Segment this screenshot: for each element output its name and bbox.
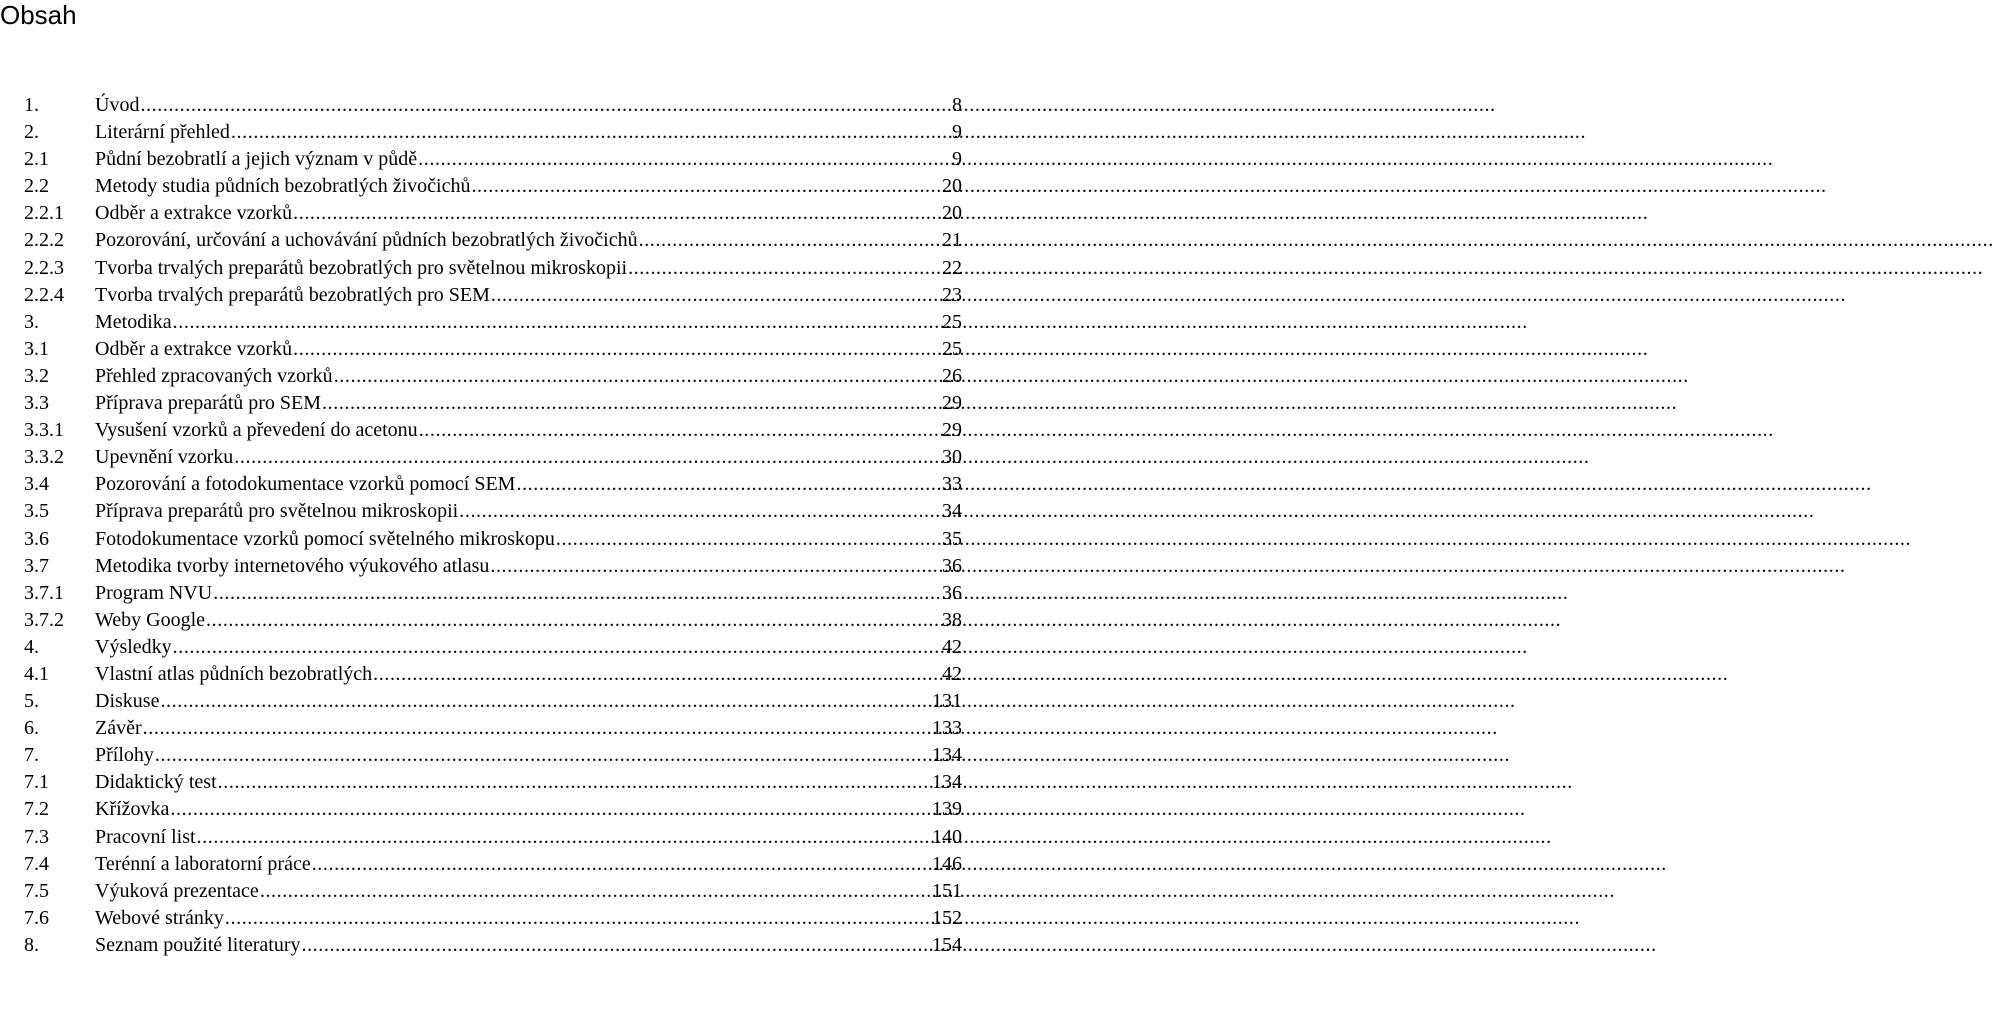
toc-entry-number: 2.2: [24, 175, 49, 198]
toc-entry-page-number: 36: [942, 581, 962, 604]
toc-entry[interactable]: [24, 336, 962, 363]
toc-entry-page-number: 152: [932, 906, 962, 929]
toc-entry-number: 1.: [24, 94, 39, 116]
toc-entry-page-number: 38: [942, 608, 962, 631]
toc-entry-page-number: 151: [932, 879, 962, 902]
toc-entry-page-number: 139: [932, 798, 962, 821]
toc-entry-title: Přílohy: [95, 744, 154, 767]
toc-entry-number: 3.7.2: [24, 608, 64, 631]
dot-leader: [373, 661, 941, 688]
toc-entry-title: Příprava preparátů pro světelnou mikroskopii: [95, 500, 459, 523]
toc-entry-page-number: 23: [942, 283, 962, 306]
toc-entry-number: 3.7.1: [24, 581, 64, 604]
toc-entry-number: 7.3: [24, 825, 49, 848]
dot-leader: [301, 932, 931, 959]
toc-entry-number: 2.2.4: [24, 283, 64, 306]
dot-leader: [173, 634, 941, 661]
toc-entry-title: Metody studia půdních bezobratlých živočichů: [95, 175, 471, 198]
toc-entry[interactable]: [24, 688, 962, 715]
toc-entry-title: Úvod: [95, 94, 140, 116]
toc-entry-title: Vlastní atlas půdních bezobratlých: [95, 662, 373, 685]
toc-entry-title: Příprava preparátů pro SEM: [95, 392, 322, 415]
toc-entry-page-number: 29: [942, 392, 962, 415]
toc-entry-title: Tvorba trvalých preparátů bezobratlých pro SEM: [95, 283, 490, 306]
dot-leader: [140, 92, 951, 119]
toc-entry-number: 3.6: [24, 527, 49, 550]
toc-entry[interactable]: [24, 769, 962, 796]
toc-entry-title: Metodika tvorby internetového výukového atlasu: [95, 554, 490, 577]
toc-entry-number: 3.7: [24, 554, 49, 577]
dot-leader: [197, 824, 931, 851]
table-of-contents: [24, 92, 962, 959]
toc-entry[interactable]: [24, 282, 962, 309]
toc-entry-title: Pozorování a fotodokumentace vzorků pomocí SEM: [95, 473, 516, 496]
dot-leader: [556, 526, 941, 553]
dot-leader: [471, 173, 941, 200]
toc-entry-page-number: 154: [932, 933, 962, 956]
toc-entry[interactable]: [24, 607, 962, 634]
toc-entry[interactable]: [24, 255, 962, 282]
toc-entry-page-number: 131: [932, 690, 962, 713]
toc-entry-title: Výsledky: [95, 635, 172, 658]
toc-entry-number: 7.: [24, 744, 39, 767]
toc-entry-number: 7.5: [24, 879, 49, 902]
toc-entry-page-number: 146: [932, 852, 962, 875]
toc-entry-page-number: 20: [942, 202, 962, 225]
dot-leader: [334, 363, 941, 390]
toc-entry[interactable]: [24, 742, 962, 769]
toc-entry-title: Literární přehled: [95, 121, 230, 144]
toc-entry[interactable]: [24, 634, 962, 661]
toc-entry-page-number: 20: [942, 175, 962, 198]
dot-leader: [231, 119, 951, 146]
toc-entry[interactable]: [24, 932, 962, 959]
toc-entry-page-number: 42: [942, 662, 962, 685]
toc-entry[interactable]: [24, 905, 962, 932]
toc-entry-number: 5.: [24, 690, 39, 713]
toc-entry[interactable]: [24, 824, 962, 851]
toc-entry-number: 2.2.2: [24, 229, 64, 252]
toc-entry[interactable]: [24, 553, 962, 580]
dot-leader: [234, 444, 941, 471]
toc-entry[interactable]: [24, 417, 962, 444]
toc-entry-number: 4.: [24, 635, 39, 658]
toc-entry-number: 7.6: [24, 906, 49, 929]
toc-entry-page-number: 30: [942, 446, 962, 469]
toc-entry-number: 3.4: [24, 473, 49, 496]
toc-entry[interactable]: [24, 715, 962, 742]
toc-entry-number: 2.2.3: [24, 256, 64, 279]
toc-entry-page-number: 8: [952, 94, 962, 116]
toc-entry-page-number: 140: [932, 825, 962, 848]
toc-entry[interactable]: [24, 173, 962, 200]
dot-leader: [160, 688, 931, 715]
dot-leader: [490, 553, 941, 580]
dot-leader: [170, 796, 931, 823]
toc-entry-number: 3.5: [24, 500, 49, 523]
toc-entry[interactable]: [24, 309, 962, 336]
dot-leader: [260, 878, 931, 905]
toc-entry-title: Webové stránky: [95, 906, 224, 929]
toc-entry[interactable]: [24, 498, 962, 525]
toc-entry[interactable]: [24, 146, 962, 173]
toc-entry[interactable]: [24, 661, 962, 688]
toc-entry-page-number: 25: [942, 337, 962, 360]
toc-entry-title: Diskuse: [95, 690, 160, 713]
toc-entry-title: Vysušení vzorků a převedení do acetonu: [95, 419, 418, 442]
toc-entry-page-number: 42: [942, 635, 962, 658]
toc-entry-page-number: 36: [942, 554, 962, 577]
dot-leader: [225, 905, 931, 932]
dot-leader: [419, 417, 941, 444]
toc-entry-title: Přehled zpracovaných vzorků: [95, 364, 333, 387]
toc-entry-number: 3.3: [24, 392, 49, 415]
toc-entry-title: Pracovní list: [95, 825, 196, 848]
dot-leader: [628, 255, 941, 282]
toc-entry-title: Terénní a laboratorní práce: [95, 852, 311, 875]
dot-leader: [293, 200, 941, 227]
toc-entry-number: 7.4: [24, 852, 49, 875]
toc-entry-number: 3.2: [24, 364, 49, 387]
toc-entry[interactable]: [24, 580, 962, 607]
toc-entry[interactable]: [24, 471, 962, 498]
toc-entry-page-number: 33: [942, 473, 962, 496]
toc-entry[interactable]: [24, 227, 962, 254]
dot-leader: [143, 715, 931, 742]
toc-entry[interactable]: [24, 119, 962, 146]
toc-entry-page-number: 9: [952, 121, 962, 144]
toc-entry[interactable]: [24, 200, 962, 227]
dot-leader: [218, 769, 931, 796]
toc-entry[interactable]: [24, 526, 962, 553]
toc-entry-page-number: 21: [942, 229, 962, 252]
toc-entry-number: 2.2.1: [24, 202, 64, 225]
dot-leader: [322, 390, 941, 417]
toc-entry-title: Weby Google: [95, 608, 206, 631]
toc-entry-title: Křížovka: [95, 798, 170, 821]
toc-entry[interactable]: [24, 363, 962, 390]
toc-entry-title: Upevnění vzorku: [95, 446, 234, 469]
toc-entry-title: Fotodokumentace vzorků pomocí světelného mikroskopu: [95, 527, 555, 550]
toc-entry-number: 3.3.1: [24, 419, 64, 442]
dot-leader: [516, 471, 941, 498]
toc-entry-number: 3.: [24, 310, 39, 333]
toc-entry-number: 4.1: [24, 662, 49, 685]
toc-entry-title: Závěr: [95, 717, 142, 740]
toc-entry-number: 3.1: [24, 337, 49, 360]
toc-entry-number: 6.: [24, 717, 39, 740]
toc-entry-title: Seznam použité literatury: [95, 933, 301, 956]
toc-entry-page-number: 9: [952, 148, 962, 171]
toc-entry-number: 7.2: [24, 798, 49, 821]
toc-entry-number: 8.: [24, 933, 39, 956]
toc-entry[interactable]: [24, 92, 962, 119]
toc-entry-page-number: 133: [932, 717, 962, 740]
toc-entry-title: Didaktický test: [95, 771, 217, 794]
toc-entry-page-number: 35: [942, 527, 962, 550]
dot-leader: [459, 498, 941, 525]
toc-entry-number: 3.3.2: [24, 446, 64, 469]
dot-leader: [293, 336, 941, 363]
toc-entry[interactable]: [24, 390, 962, 417]
toc-entry[interactable]: [24, 796, 962, 823]
page-title: Obsah: [0, 0, 77, 30]
toc-entry-page-number: 134: [932, 744, 962, 767]
toc-entry-page-number: 29: [942, 419, 962, 442]
toc-entry[interactable]: [24, 878, 962, 905]
toc-entry-number: 2.1: [24, 148, 49, 171]
toc-entry-number: 2.: [24, 121, 39, 144]
toc-entry-page-number: 34: [942, 500, 962, 523]
toc-entry-page-number: 25: [942, 310, 962, 333]
dot-leader: [639, 227, 941, 254]
dot-leader: [213, 580, 941, 607]
toc-entry-title: Výuková prezentace: [95, 879, 259, 902]
toc-entry-page-number: 22: [942, 256, 962, 279]
toc-entry-title: Odběr a extrakce vzorků: [95, 337, 293, 360]
toc-entry-title: Program NVU: [95, 581, 213, 604]
dot-leader: [173, 309, 941, 336]
toc-entry[interactable]: [24, 444, 962, 471]
dot-leader: [418, 146, 951, 173]
toc-entry-page-number: 134: [932, 771, 962, 794]
toc-entry-title: Pozorování, určování a uchovávání půdních bezobratlých živočichů: [95, 229, 638, 252]
toc-entry-title: Odběr a extrakce vzorků: [95, 202, 293, 225]
toc-entry-page-number: 26: [942, 364, 962, 387]
toc-entry-title: Půdní bezobratlí a jejich význam v půdě: [95, 148, 418, 171]
toc-entry-number: 7.1: [24, 771, 49, 794]
dot-leader: [491, 282, 941, 309]
toc-entry-title: Tvorba trvalých preparátů bezobratlých pro světelnou mikroskopii: [95, 256, 628, 279]
toc-entry-title: Metodika: [95, 310, 172, 333]
toc-entry[interactable]: [24, 851, 962, 878]
dot-leader: [206, 607, 941, 634]
dot-leader: [312, 851, 931, 878]
dot-leader: [155, 742, 931, 769]
